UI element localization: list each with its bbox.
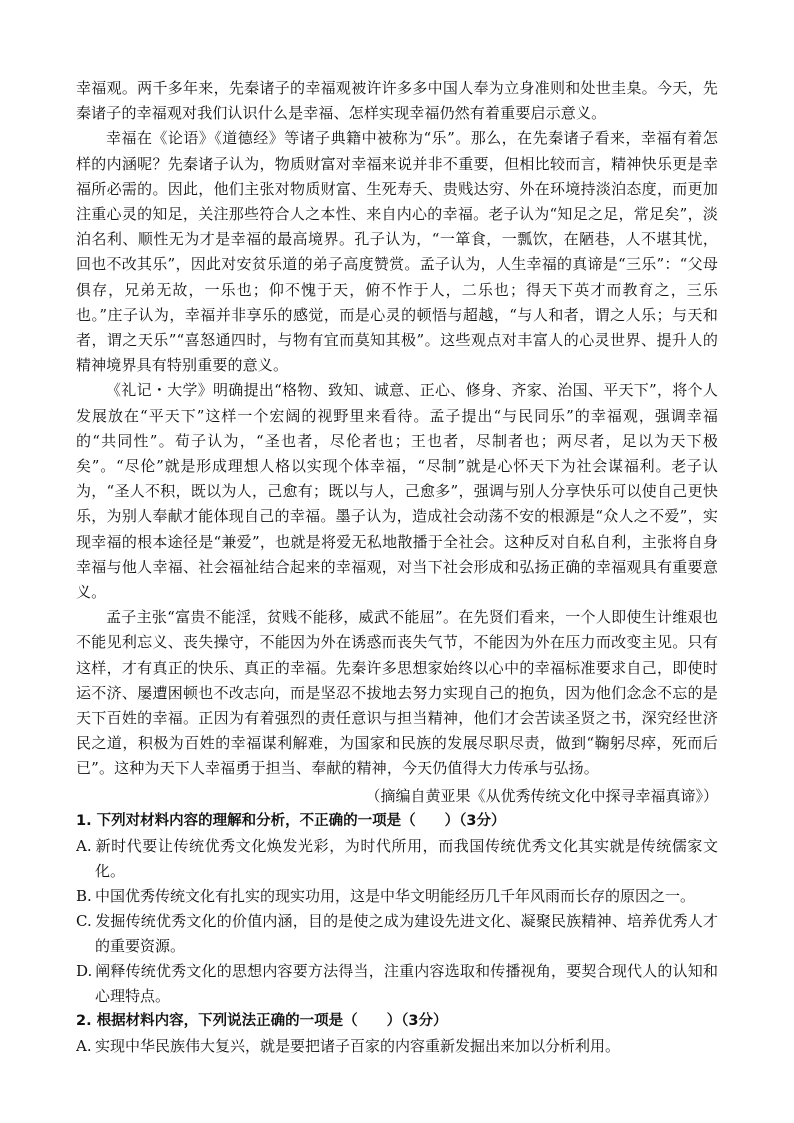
question-stem: 1. 下列对材料内容的理解和分析，不正确的一项是（ ）（3分） — [76, 812, 506, 829]
passage-paragraph-4: 孟子主张“富贵不能淫，贫贱不能移，威武不能屈”。在先贤们看来，一个人即使生计维艰也不能见利忘义、丧失操守，不能因为外在诱惑而丧失气节，不能因为外在压力而改变主见。只有这样，才有真正的快乐、真正的幸福。先秦许多思想家始终以心中的幸福标准要求自己，即使时运不济、屡遭困顿也不改志向，而是坚忍不拔地去努力实现自己的抱负，因为他们念念不忘的是天下百姓的幸福。正因为有着强烈的责任意识与担当精神，他们才会苦读圣贤之书，深究经世济民之道，积极为百姓的幸福谋利解难，为国家和民族的发展尽职尽责，做到“鞠躬尽瘁，死而后已”。这种为天下人幸福勇于担当、奉献的精神，今天仍值得大力传承与弘扬。 — [76, 608, 718, 778]
question-2 — [76, 1009, 718, 1059]
question-stem: 2. 根据材料内容，下列说法正确的一项是（ ）（3分） — [76, 1012, 448, 1029]
option-text: 实现中华民族伟大复兴，就是要把诸子百家的内容重新发掘出来加以分析利用。 — [95, 1036, 621, 1055]
option-a — [76, 834, 718, 884]
passage-paragraph-2: 幸福在《论语》《道德经》等诸子典籍中被称为“乐”。那么，在先秦诸子看来，幸福有着怎样的内涵呢？先秦诸子认为，物质财富对幸福来说并非不重要，但相比较而言，精神快乐更是幸福所必需的。因此，他们主张对物质财富、生死寿夭、贵贱达穷、外在环境持淡泊态度，而更加注重心灵的知足，关注那些符合人之本性、来自内心的幸福。老子认为“知足之足，常足矣”，淡泊名利、顺性无为才是幸福的最高境界。孔子认为，“一箪食，一瓢饮，在陋巷，人不堪其忧，回也不改其乐”，因此对安贫乐道的弟子高度赞赏。孟子认为，人生幸福的真谛是“三乐”：“父母俱存，兄弟无故，一乐也；仰不愧于天，俯不怍于人，二乐也；得天下英才而教育之，三乐也。”庄子认为，幸福并非享乐的感觉，而是心灵的顿悟与超越，“与人和者，谓之人乐；与天和者，谓之天乐”“喜怒通四时，与物有宜而莫知其极”。这些观点对丰富人的心灵世界、提升人的精神境界具有特别重要的意义。 — [76, 129, 718, 375]
option-c — [76, 909, 718, 959]
option-text: 新时代要让传统优秀文化焕发光彩，为时代所用，而我国传统优秀文化其实就是传统儒家文化。 — [95, 836, 718, 880]
option-letter: A. — [76, 836, 92, 855]
passage-paragraph-3: 《礼记・大学》明确提出“格物、致知、诚意、正心、修身、齐家、治国、平天下”，将个人发展放在“平天下”这样一个宏阔的视野里来看待。孟子提出“与民同乐”的幸福观，强调幸福的“共同性”。荀子认为，“圣也者，尽伦者也；王也者，尽制者也；两尽者，足以为天下极矣”。“尽伦”就是形成理想人格以实现个体幸福，“尽制”就是心怀天下为社会谋福利。老子认为，“圣人不积，既以为人，己愈有；既以与人，己愈多”，强调与别人分享快乐可以使自己更快乐，为别人奉献才能体现自己的幸福。墨子认为，造成社会动荡不安的根源是“众人之不爱”，实现幸福的根本途径是“兼爱”，也就是将爱无私地散播于全社会。这种反对自私自利，主张将自身幸福与他人幸福、社会福祉结合起来的幸福观，对当下社会形成和弘扬正确的幸福观具有重要意义。 — [76, 381, 718, 602]
option-text: 阐释传统优秀文化的思想内容要方法得当，注重内容选取和传播视角，要契合现代人的认知和心理特点。 — [95, 961, 718, 1005]
passage-paragraph-1: 幸福观。两千多年来，先秦诸子的幸福观被许许多多中国人奉为立身准则和处世圭臬。今天，先秦诸子的幸福观对我们认识什么是幸福、怎样实现幸福仍然有着重要启示意义。 — [76, 79, 718, 123]
question-1 — [76, 809, 718, 1009]
option-letter: D. — [76, 961, 93, 980]
option-d — [76, 959, 718, 1009]
reading-passage — [76, 76, 718, 809]
option-letter: C. — [76, 911, 92, 930]
option-text: 中国优秀传统文化有扎实的现实功用，这是中华文明能经历几千年风雨而长存的原因之一。 — [95, 886, 696, 905]
option-letter: B. — [76, 886, 92, 905]
passage-source: （摘编自黄亚果《从优秀传统文化中探寻幸福真谛》） — [365, 786, 718, 805]
option-letter: A. — [76, 1036, 92, 1055]
option-a — [76, 1034, 718, 1059]
option-b — [76, 884, 718, 909]
option-text: 发掘传统优秀文化的价值内涵，目的是使之成为建设先进文化、凝聚民族精神、培养优秀人才的重要资源。 — [95, 911, 718, 955]
